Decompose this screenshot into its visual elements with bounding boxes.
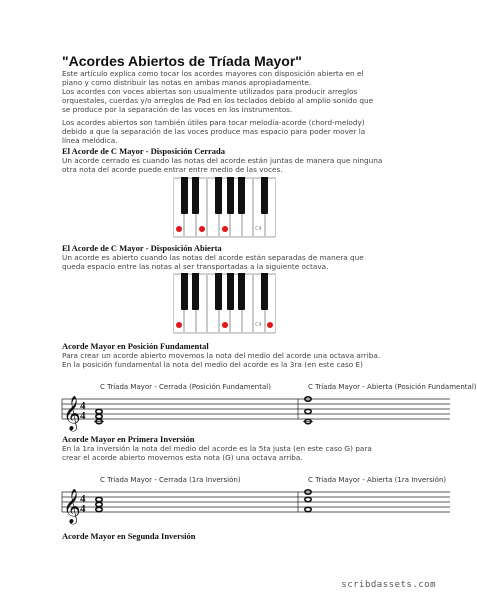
page-title: "Acordes Abiertos de Tríada Mayor" bbox=[62, 53, 302, 69]
time-signature-top: 4 bbox=[80, 493, 86, 505]
black-key bbox=[192, 273, 199, 310]
black-key bbox=[227, 177, 234, 214]
section-heading-second: Acorde Mayor en Segunda Inversión bbox=[62, 531, 196, 541]
black-key bbox=[192, 177, 199, 214]
text-line: Los acordes con voces abiertas son usualmente utilizados para producir arreglos bbox=[62, 87, 358, 96]
chord-open-root bbox=[303, 397, 313, 424]
text-line: debido a que la separación de las voces produce mas espacio para poder mover la bbox=[62, 127, 366, 136]
section-heading-open: El Acorde de C Mayor - Disposición Abierta bbox=[62, 243, 222, 253]
chord-closed-root bbox=[94, 409, 104, 423]
treble-clef-icon: 𝄞 bbox=[63, 396, 81, 431]
black-key bbox=[181, 177, 188, 214]
text-line: Un acorde es abierto cuando las notas del acorde están separadas de manera que bbox=[62, 253, 364, 262]
key-label-c4: C4 bbox=[255, 322, 262, 328]
note-marker-dot bbox=[222, 322, 228, 328]
music-staff-first bbox=[62, 486, 450, 526]
key-label-c4: C4 bbox=[255, 226, 262, 232]
piano-keyboard-closed bbox=[173, 177, 276, 238]
note-marker-dot bbox=[176, 226, 182, 232]
time-signature-bottom: 4 bbox=[80, 503, 86, 515]
black-key bbox=[238, 177, 245, 214]
intro-paragraph bbox=[62, 69, 392, 114]
watermark: scribdassets.com bbox=[341, 580, 436, 590]
treble-clef-icon: 𝄞 bbox=[63, 489, 81, 524]
text-line: En la posición fundamental la nota del medio del acorde es la 3ra (en este caso E) bbox=[62, 360, 363, 369]
note-marker-dot bbox=[222, 226, 228, 232]
text-line: piano y como distribuir las notas en ambas manos apropiadamente. bbox=[62, 78, 312, 87]
open-paragraph bbox=[62, 253, 392, 271]
music-staff-root bbox=[62, 393, 450, 433]
intro-paragraph-2 bbox=[62, 118, 392, 145]
text-line: orquestales, cuerdas y/o arreglos de Pad en los teclados debido al amplio sonido que bbox=[62, 96, 374, 105]
staff-label-closed-first: C Tríada Mayor - Cerrada (1ra Inversión) bbox=[100, 476, 241, 484]
black-key bbox=[261, 273, 268, 310]
black-key bbox=[238, 273, 245, 310]
black-key bbox=[181, 273, 188, 310]
black-key bbox=[261, 177, 268, 214]
staff-label-open-first: C Tríada Mayor - Abierta (1ra Inversión) bbox=[308, 476, 447, 484]
section-heading-first: Acorde Mayor en Primera Inversión bbox=[62, 434, 195, 444]
section-heading-closed: El Acorde de C Mayor - Disposición Cerrada bbox=[62, 146, 225, 156]
black-key bbox=[227, 273, 234, 310]
note-marker-dot bbox=[199, 226, 205, 232]
text-line: Los acordes abiertos son también útiles para tocar melodía-acorde (chord-melody) bbox=[62, 118, 365, 127]
text-line: queda espacio entre las notas al ser transportadas a la siguiente octava. bbox=[62, 262, 329, 271]
time-signature-bottom: 4 bbox=[80, 410, 86, 422]
text-line: se produce por la separación de las voces en los instrumentos. bbox=[62, 105, 293, 114]
closed-paragraph bbox=[62, 156, 392, 174]
chord-closed-first bbox=[96, 497, 102, 511]
staff-label-open-root: C Tríada Mayor - Abierta (Posición Fundamental) bbox=[308, 383, 477, 391]
text-line: Este artículo explica como tocar los acordes mayores con disposición abierta en el bbox=[62, 69, 364, 78]
text-line: crear el acorde abierto movemos esta nota (G) una octava arriba. bbox=[62, 453, 303, 462]
text-line: línea melódica. bbox=[62, 136, 118, 145]
staff-label-closed-root: C Tríada Mayor - Cerrada (Posición Fundamental) bbox=[100, 383, 271, 391]
first-paragraph bbox=[62, 444, 392, 462]
root-paragraph bbox=[62, 351, 392, 369]
black-key bbox=[215, 177, 222, 214]
note-marker-dot bbox=[176, 322, 182, 328]
text-line: Para crear un acorde abierto movemos la nota del medio del acorde una octava arriba. bbox=[62, 351, 381, 360]
text-line: Un acorde cerrado es cuando las notas del acorde están juntas de manera que ninguna bbox=[62, 156, 383, 165]
text-line: otra nota del acorde puede entrar entre medio de las voces. bbox=[62, 165, 283, 174]
time-signature-top: 4 bbox=[80, 400, 86, 412]
text-line: En la 1ra inversión la nota del medio del acorde es la 5ta justa (en este caso G) para bbox=[62, 444, 372, 453]
piano-keyboard-open bbox=[173, 273, 276, 334]
chord-open-first bbox=[305, 490, 311, 512]
section-heading-root: Acorde Mayor en Posición Fundamental bbox=[62, 341, 209, 351]
black-key bbox=[215, 273, 222, 310]
